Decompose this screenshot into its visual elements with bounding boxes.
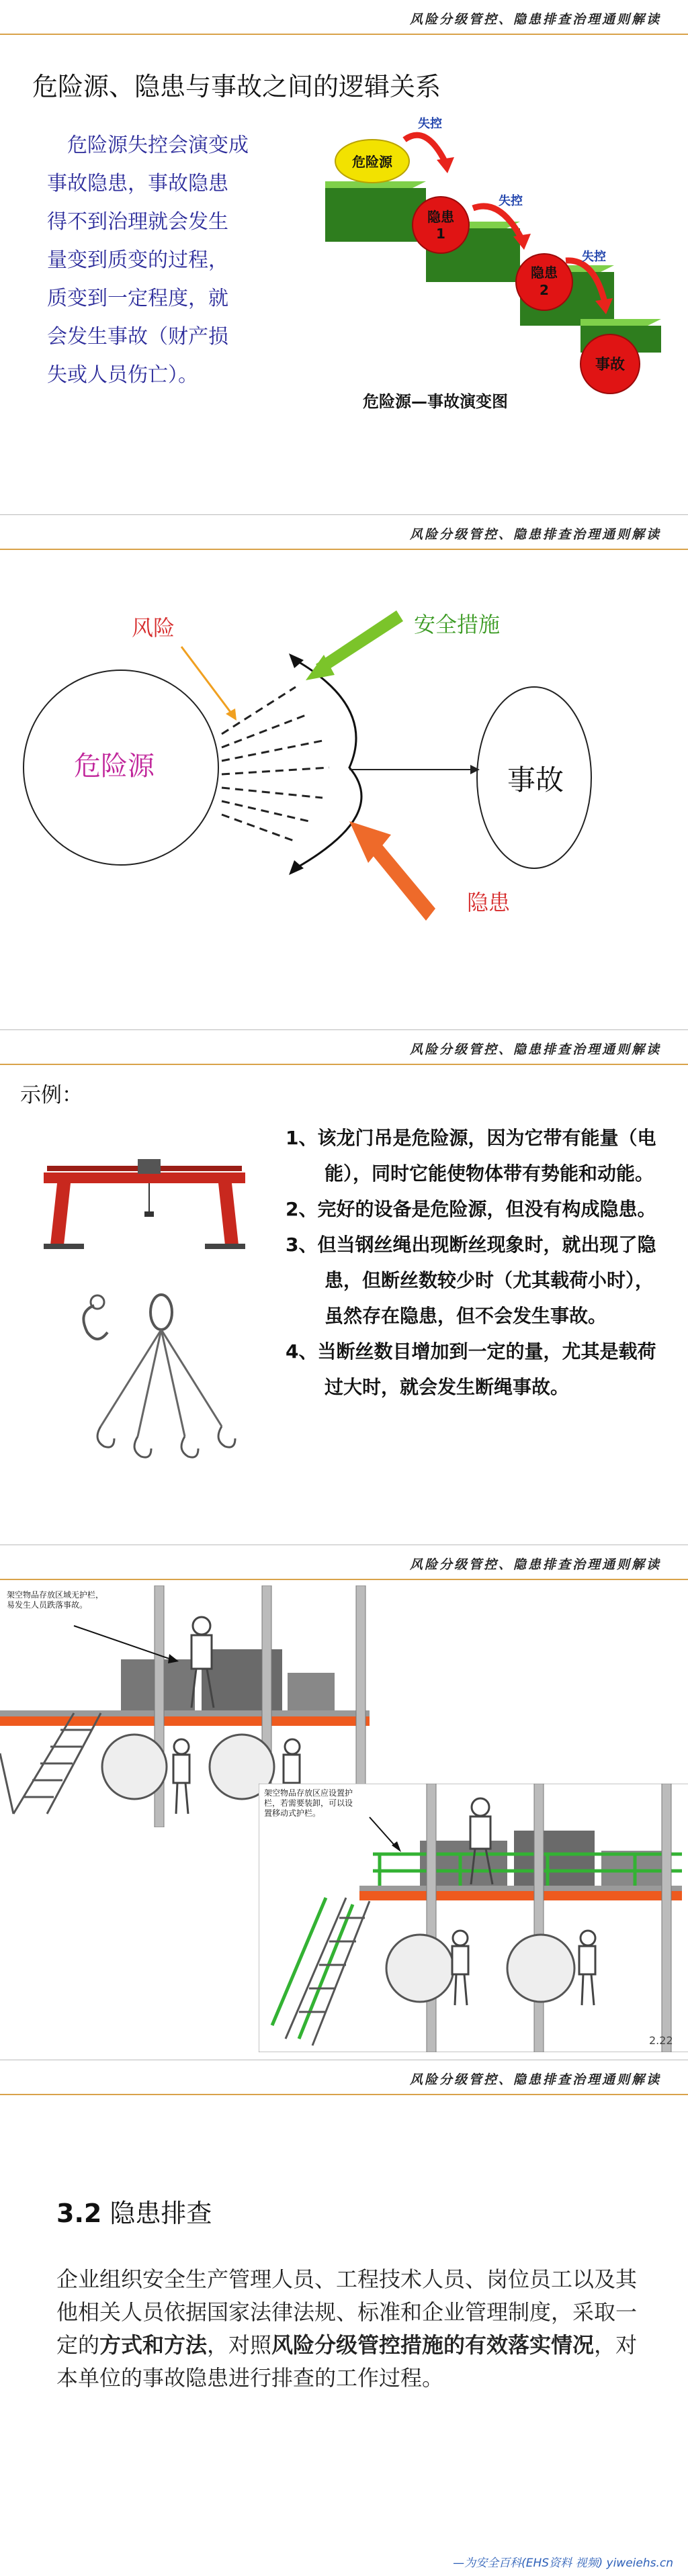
body-emphasis: 方式和方法 bbox=[99, 2332, 208, 2358]
arrow-head-icon bbox=[226, 708, 236, 721]
hidden-danger-label: 隐患 bbox=[467, 890, 511, 915]
slide-header bbox=[0, 515, 688, 553]
measures-label: 安全措施 bbox=[414, 612, 501, 637]
body-line: 失或人员伤亡）。 bbox=[47, 363, 198, 387]
arrow-label: 失控 bbox=[499, 194, 523, 208]
note-line: 架空物品存放区应设置护 bbox=[264, 1788, 353, 1798]
arrow-label: 失控 bbox=[418, 117, 442, 131]
body-line: 得不到治理就会发生 bbox=[47, 210, 228, 234]
section-body bbox=[56, 2263, 654, 2395]
stair-step bbox=[580, 319, 661, 326]
list-item: 2、完好的设备是危险源，但没有构成隐患。 bbox=[286, 1198, 656, 1220]
header-title: 风险分级管控、隐患排查治理通则解读 bbox=[409, 2072, 661, 2087]
hazard-label: 危险源 bbox=[74, 751, 155, 782]
slide-header bbox=[0, 0, 688, 38]
body-text: 企业组织安全生产管理人员、工程技术人员、岗位员工以及其他相关人员依据国家法律法规、标准和企业管理制度，采取一定的 bbox=[56, 2266, 638, 2358]
measures-arrow bbox=[316, 610, 403, 674]
guardrail-note bbox=[264, 1788, 353, 1819]
step-label: 事故 bbox=[595, 357, 626, 373]
safety-barrier-curve bbox=[296, 660, 361, 868]
note-line: 易发生人员跌落事故。 bbox=[7, 1600, 88, 1610]
slide-header bbox=[0, 2060, 688, 2098]
list-item: 4、当断丝数目增加到一定的量，尤其是载荷过大时，就会发生断绳事故。 bbox=[286, 1340, 656, 1398]
slide-header bbox=[0, 1545, 688, 1583]
example-list bbox=[286, 1120, 662, 1405]
step-label: 危险源 bbox=[352, 154, 392, 170]
slide-header bbox=[0, 1030, 688, 1068]
footer-link[interactable]: —为安全百科(EHS资料 视频) yiweiehs.cn bbox=[453, 2557, 673, 2570]
arrow-head-icon bbox=[289, 860, 304, 875]
step-label: 2 bbox=[540, 282, 549, 298]
header-title: 风险分级管控、隐患排查治理通则解读 bbox=[409, 12, 661, 27]
body-line: 质变到一定程度，就 bbox=[47, 287, 228, 310]
body-text: ，对照 bbox=[207, 2332, 272, 2358]
header-title: 风险分级管控、隐患排查治理通则解读 bbox=[409, 527, 661, 542]
slide-body-text bbox=[47, 126, 275, 394]
header-divider bbox=[0, 549, 688, 550]
page-number: 2.22 bbox=[649, 2034, 673, 2047]
body-line: 事故隐患，事故隐患 bbox=[47, 172, 228, 195]
slide-logic-relation bbox=[0, 0, 688, 515]
header-title: 风险分级管控、隐患排查治理通则解读 bbox=[409, 1557, 661, 1572]
curved-arrow-icon bbox=[404, 135, 445, 161]
diagram-caption: 危险源—事故演变图 bbox=[363, 392, 508, 411]
body-line: 危险源失控会演变成 bbox=[67, 134, 249, 157]
evolution-diagram bbox=[325, 87, 675, 436]
header-divider bbox=[0, 2094, 688, 2095]
step-label: 隐患 bbox=[531, 265, 558, 281]
list-item: 3、但当钢丝绳出现断丝现象时，就出现了隐患，但断丝数较少时（尤其载荷小时），虽然存在隐患，但不会发生事故。 bbox=[286, 1234, 656, 1327]
note-line: 架空物品存放区域无护栏， bbox=[7, 1590, 104, 1600]
body-text: ，对本单位的事故隐患进行排查的工作过程。 bbox=[56, 2332, 638, 2391]
note-line: 置移动式护栏。 bbox=[264, 1808, 321, 1818]
guardrail-scene bbox=[259, 1784, 688, 2052]
body-line: 会发生事故（财产损 bbox=[47, 325, 228, 349]
hazard-accident-diagram bbox=[0, 553, 688, 1023]
hook-sling-illustration bbox=[67, 1292, 242, 1460]
step-label: 隐患 bbox=[427, 209, 454, 225]
section-heading bbox=[56, 2193, 212, 2229]
body-line: 量变到质变的过程， bbox=[47, 248, 228, 272]
section-title: 隐患排查 bbox=[110, 2199, 212, 2228]
list-item: 1、该龙门吊是危险源，因为它带有能量（电能），同时它能使物体带有势能和动能。 bbox=[286, 1127, 656, 1185]
risk-rays bbox=[222, 687, 329, 841]
body-emphasis: 风险分级管控措施的有效落实情况 bbox=[271, 2332, 595, 2358]
step-label: 1 bbox=[436, 226, 445, 242]
slide-title: 危险源、隐患与事故之间的逻辑关系 bbox=[32, 72, 441, 101]
gantry-crane-illustration bbox=[44, 1158, 245, 1252]
header-divider bbox=[0, 1064, 688, 1065]
risk-label: 风险 bbox=[132, 615, 175, 641]
header-divider bbox=[0, 1579, 688, 1580]
arrow-head-icon bbox=[289, 653, 304, 668]
header-divider bbox=[0, 34, 688, 35]
slide-risk-diagram bbox=[0, 515, 688, 1030]
arrow-head-icon bbox=[437, 157, 454, 173]
hidden-danger-arrow bbox=[372, 844, 435, 921]
stair-step bbox=[325, 188, 426, 242]
arrow-label: 失控 bbox=[582, 250, 606, 264]
example-title: 示例： bbox=[20, 1083, 83, 1107]
accident-label: 事故 bbox=[507, 764, 564, 796]
header-title: 风险分级管控、隐患排查治理通则解读 bbox=[409, 1042, 661, 1057]
slide-guardrail-example bbox=[0, 1545, 688, 2060]
section-number: 3.2 bbox=[56, 2199, 102, 2228]
note-line: 栏，若需要装卸，可以设 bbox=[264, 1798, 353, 1808]
hidden-danger-ball-1 bbox=[413, 197, 469, 253]
no-guardrail-note bbox=[7, 1590, 103, 1610]
